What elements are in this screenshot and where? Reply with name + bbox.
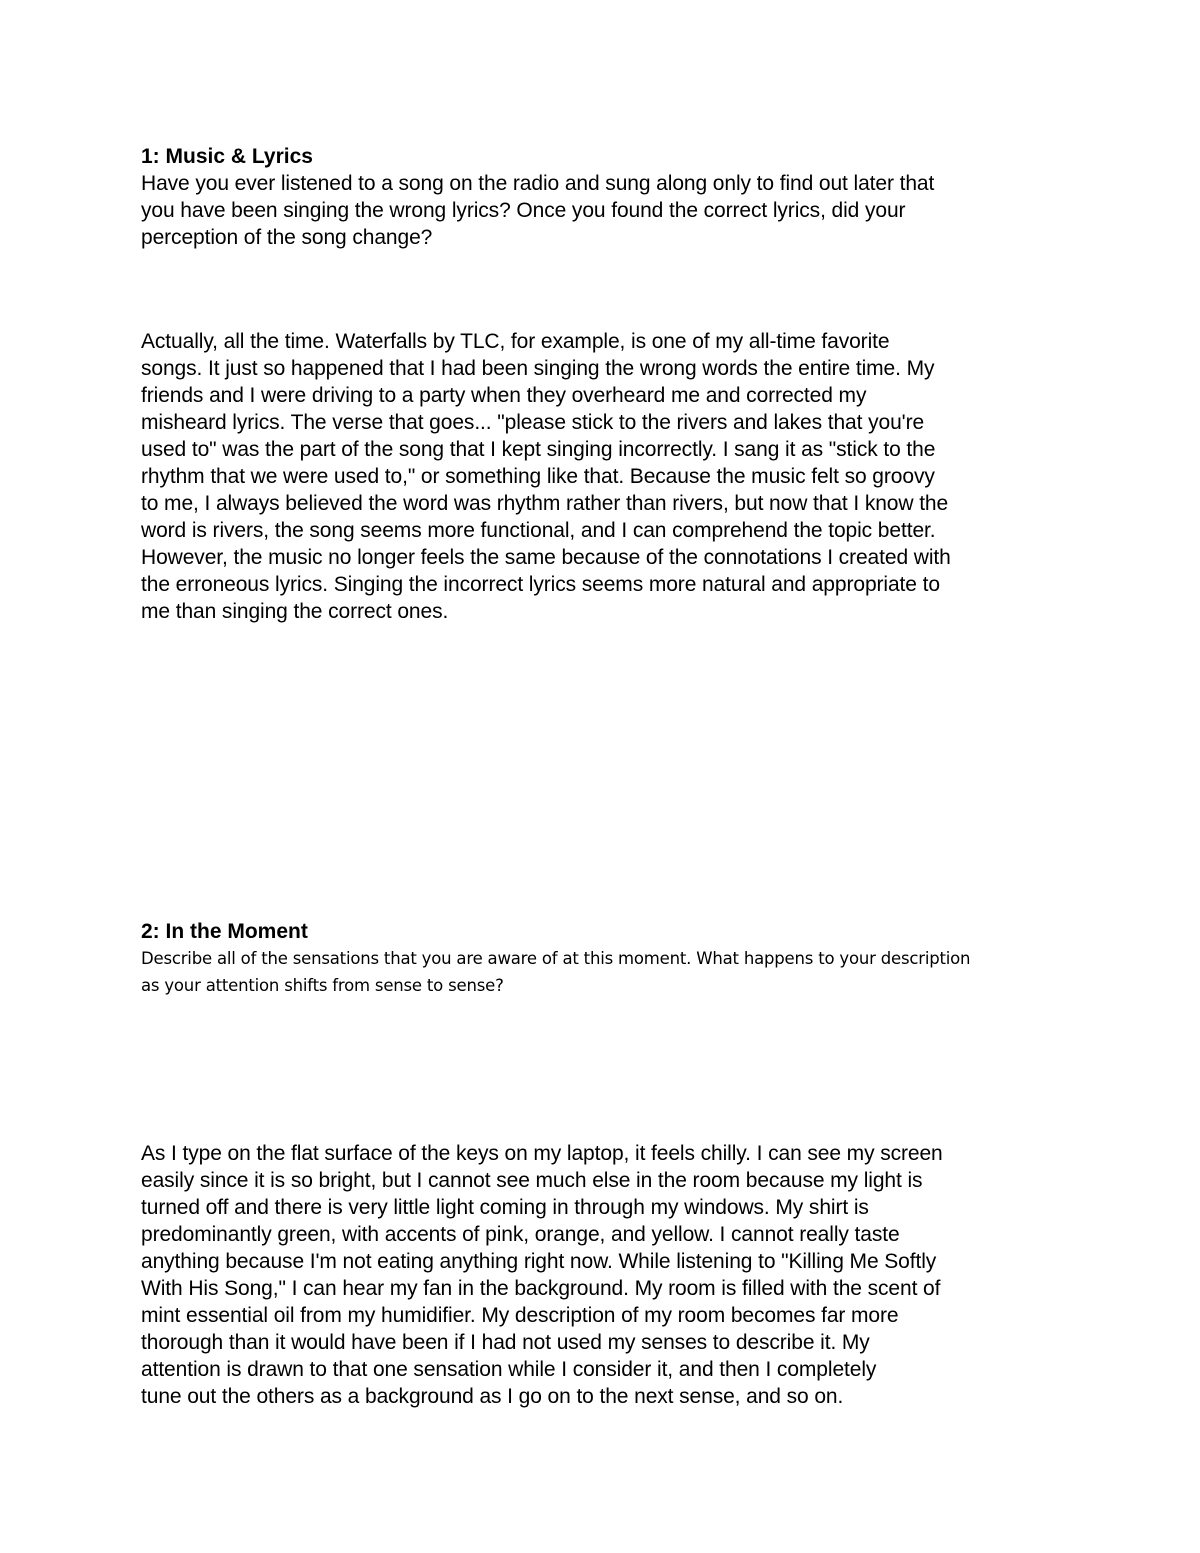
prompt-line: perception of the song change?	[141, 226, 433, 249]
answer-line: easily since it is so bright, but I cannot see much else in the room because my light is	[141, 1169, 923, 1192]
section-2-question	[141, 918, 1071, 999]
answer-line: As I type on the flat surface of the keys on my laptop, it feels chilly. I can see my screen	[141, 1142, 943, 1165]
answer-line: predominantly green, with accents of pink, orange, and yellow. I cannot really taste	[141, 1223, 900, 1246]
answer-line: misheard lyrics. The verse that goes... "please stick to the rivers and lakes that you're	[141, 411, 925, 434]
section-2-answer	[141, 1140, 1071, 1410]
section-2-prompt	[141, 945, 1071, 999]
answer-line: attention is drawn to that one sensation while I consider it, and then I completely	[141, 1358, 877, 1381]
prompt-line: Have you ever listened to a song on the radio and sung along only to find out later that	[141, 172, 935, 195]
answer-line: friends and I were driving to a party when they overheard me and corrected my	[141, 384, 867, 407]
section-1-prompt	[141, 170, 1071, 251]
section-2-heading: 2: In the Moment	[141, 920, 308, 943]
answer-line: to me, I always believed the word was rhythm rather than rivers, but now that I know the	[141, 492, 949, 515]
section-1-heading: 1: Music & Lyrics	[141, 145, 313, 168]
answer-line: used to" was the part of the song that I kept singing incorrectly. I sang it as "stick to the	[141, 438, 936, 461]
prompt-line: you have been singing the wrong lyrics? Once you found the correct lyrics, did your	[141, 199, 906, 222]
answer-line: the erroneous lyrics. Singing the incorrect lyrics seems more natural and appropriate to	[141, 573, 940, 596]
answer-line: word is rivers, the song seems more functional, and I can comprehend the topic better.	[141, 519, 936, 542]
answer-line: mint essential oil from my humidifier. My description of my room becomes far more	[141, 1304, 899, 1327]
answer-line: anything because I'm not eating anything right now. While listening to "Killing Me Softly	[141, 1250, 937, 1273]
answer-line: With His Song," I can hear my fan in the background. My room is filled with the scent of	[141, 1277, 941, 1300]
prompt-line: as your attention shifts from sense to sense?	[141, 976, 504, 995]
section-1-answer	[141, 328, 1071, 625]
answer-line: thorough than it would have been if I had not used my senses to describe it. My	[141, 1331, 870, 1354]
answer-line: Actually, all the time. Waterfalls by TLC, for example, is one of my all-time favorite	[141, 330, 890, 353]
answer-line: songs. It just so happened that I had been singing the wrong words the entire time. My	[141, 357, 935, 380]
section-1-question	[141, 143, 1071, 251]
answer-line: turned off and there is very little light coming in through my windows. My shirt is	[141, 1196, 869, 1219]
answer-line: tune out the others as a background as I go on to the next sense, and so on.	[141, 1385, 844, 1408]
answer-line: me than singing the correct ones.	[141, 600, 449, 623]
answer-line: However, the music no longer feels the same because of the connotations I created with	[141, 546, 951, 569]
answer-line: rhythm that we were used to," or something like that. Because the music felt so groovy	[141, 465, 935, 488]
prompt-line: Describe all of the sensations that you are aware of at this moment. What happens to your description	[141, 949, 971, 968]
